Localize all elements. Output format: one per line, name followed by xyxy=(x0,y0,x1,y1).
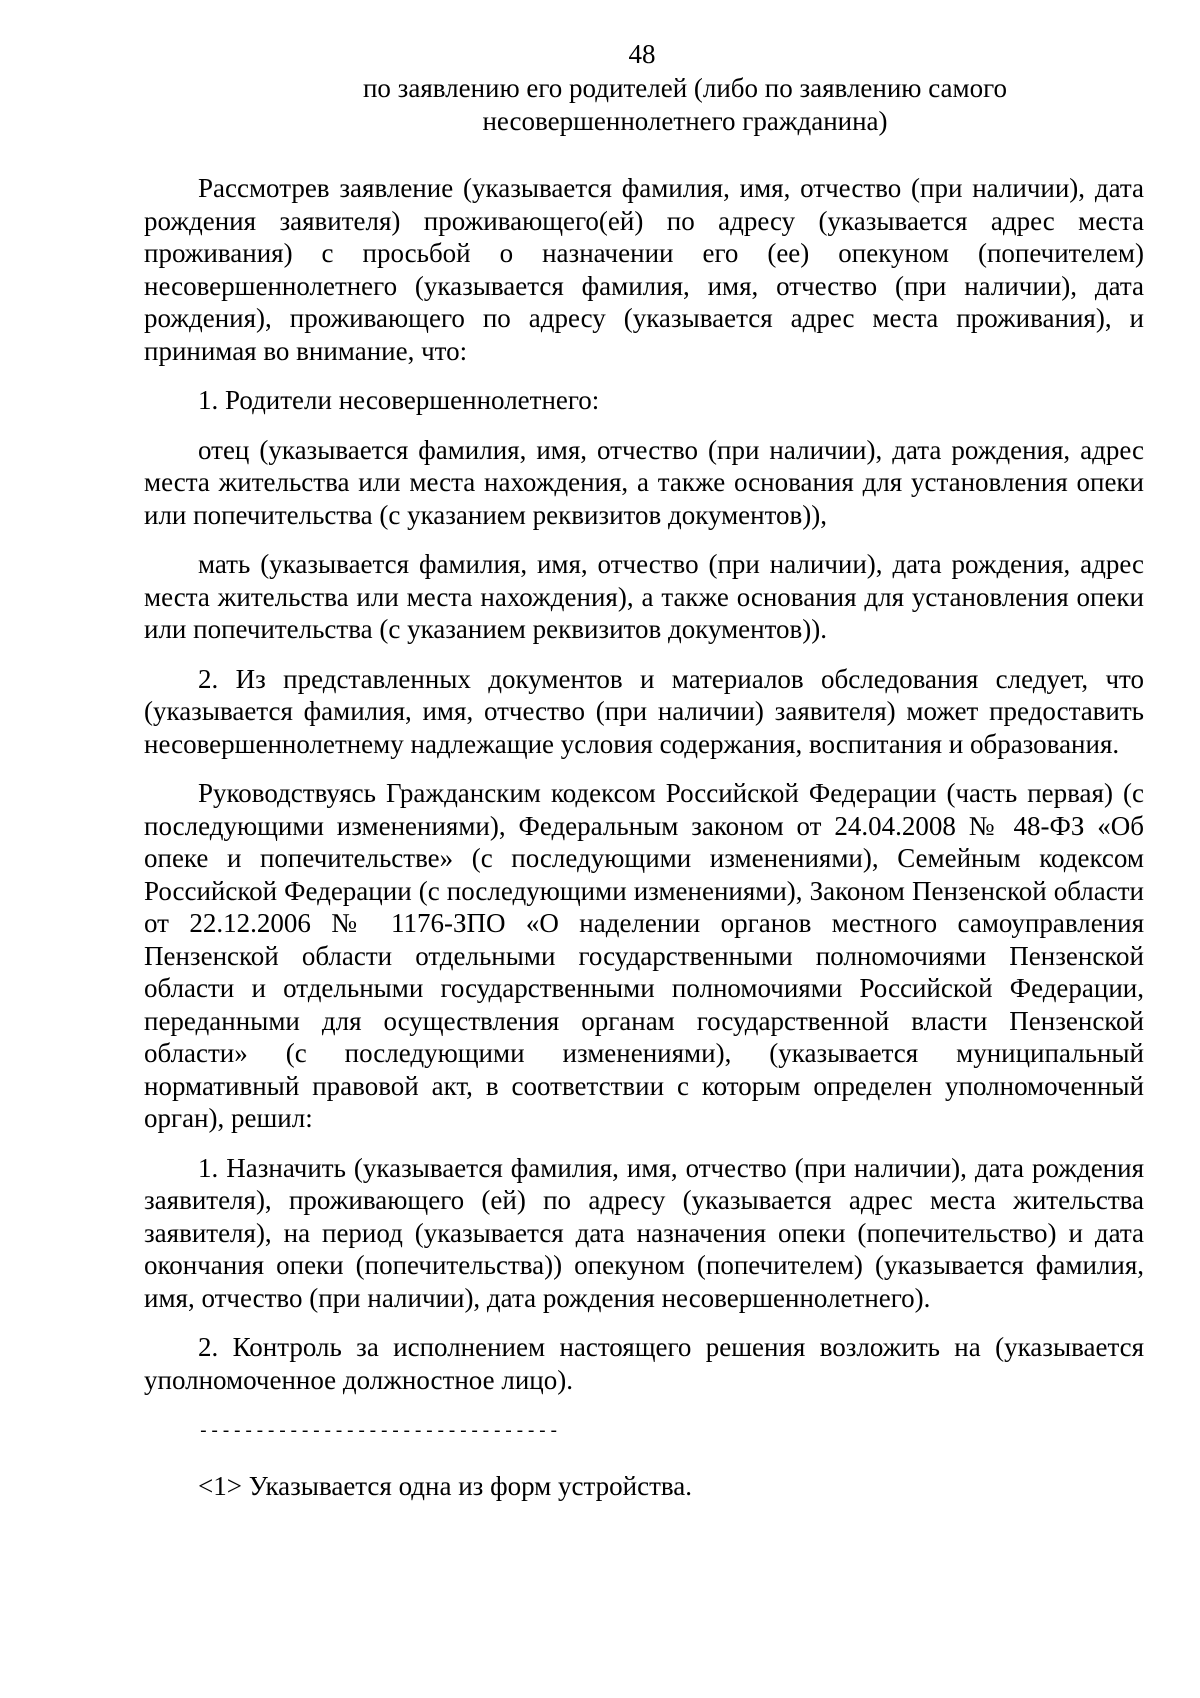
document-body xyxy=(144,172,1144,1502)
paragraph-mother: мать (указывается фамилия, имя, отчество (при наличии), дата рождения, адрес места жительства или места нахождения), а также основания для установления опеки или попечительства (с указанием реквизитов документов)). xyxy=(144,549,1144,644)
paragraph-appoint: 1. Назначить (указывается фамилия, имя, отчество (при наличии), дата рождения заявителя), проживающего (ей) по адресу (указывается адрес места жительства заявителя), на период (указывается дата назначения опеки (попечительство) и дата окончания опеки (попечительства)) опекуном (попечителем) (указывается фамилия, имя, отчество (при наличии), дата рождения несовершеннолетнего). xyxy=(144,1152,1144,1313)
footnote-separator: -------------------------------- xyxy=(198,1422,560,1442)
paragraph-parents-heading: 1. Родители несовершеннолетнего: xyxy=(198,385,600,415)
footnote: <1> Указывается одна из форм устройства. xyxy=(198,1471,692,1501)
paragraph-father: отец (указывается фамилия, имя, отчество (при наличии), дата рождения, адрес места жительства или места нахождения, а также основания для установления опеки или попечительства (с указанием реквизитов документов)), xyxy=(144,434,1144,530)
paragraph-control: 2. Контроль за исполнением настоящего решения возложить на (указывается уполномоченное должностное лицо). xyxy=(144,1332,1144,1395)
document-heading: по заявлению его родителей (либо по заявлению самого несовершеннолетнего гражданина) xyxy=(362,73,1008,136)
paragraph-documents: 2. Из представленных документов и материалов обследования следует, что (указывается фамилия, имя, отчество (при наличии) заявителя) может предоставить несовершеннолетнему надлежащие условия содержания, воспитания и образования. xyxy=(144,663,1144,759)
paragraph-statement: Рассмотрев заявление (указывается фамилия, имя, отчество (при наличии), дата рождения заявителя) проживающего(ей) по адресу (указывается адрес места проживания) с просьбой о назначении его (ее) опекуном (попечителем) несовершеннолетнего (указывается фамилия, имя, отчество (при наличии), дата рождения), проживающего по адресу (указывается адрес места проживания), и принимая во внимание, что: xyxy=(144,173,1144,366)
page-number: 48 xyxy=(628,39,656,69)
paragraph-legal-basis: Руководствуясь Гражданским кодексом Российской Федерации (часть первая) (с последующими изменениями), Федеральным законом от 24.04.2008 № 48-ФЗ «Об опеке и попечительстве» (с последующими изменениями), Семейным кодексом Российской Федерации (с последующими изменениями), Законом Пензенской области от 22.12.2006 № 1176-ЗПО «О наделении органов местного самоуправления Пензенской области отдельными государственными полномочиями Пензенской области и отдельными государственными полномочиями Российской Федерации, переданными для осуществления органам государственной власти Пензенской области» (с последующими изменениями), (указывается муниципальный нормативный правовой акт, в соответствии с которым определен уполномоченный орган), решил: xyxy=(144,778,1144,1133)
